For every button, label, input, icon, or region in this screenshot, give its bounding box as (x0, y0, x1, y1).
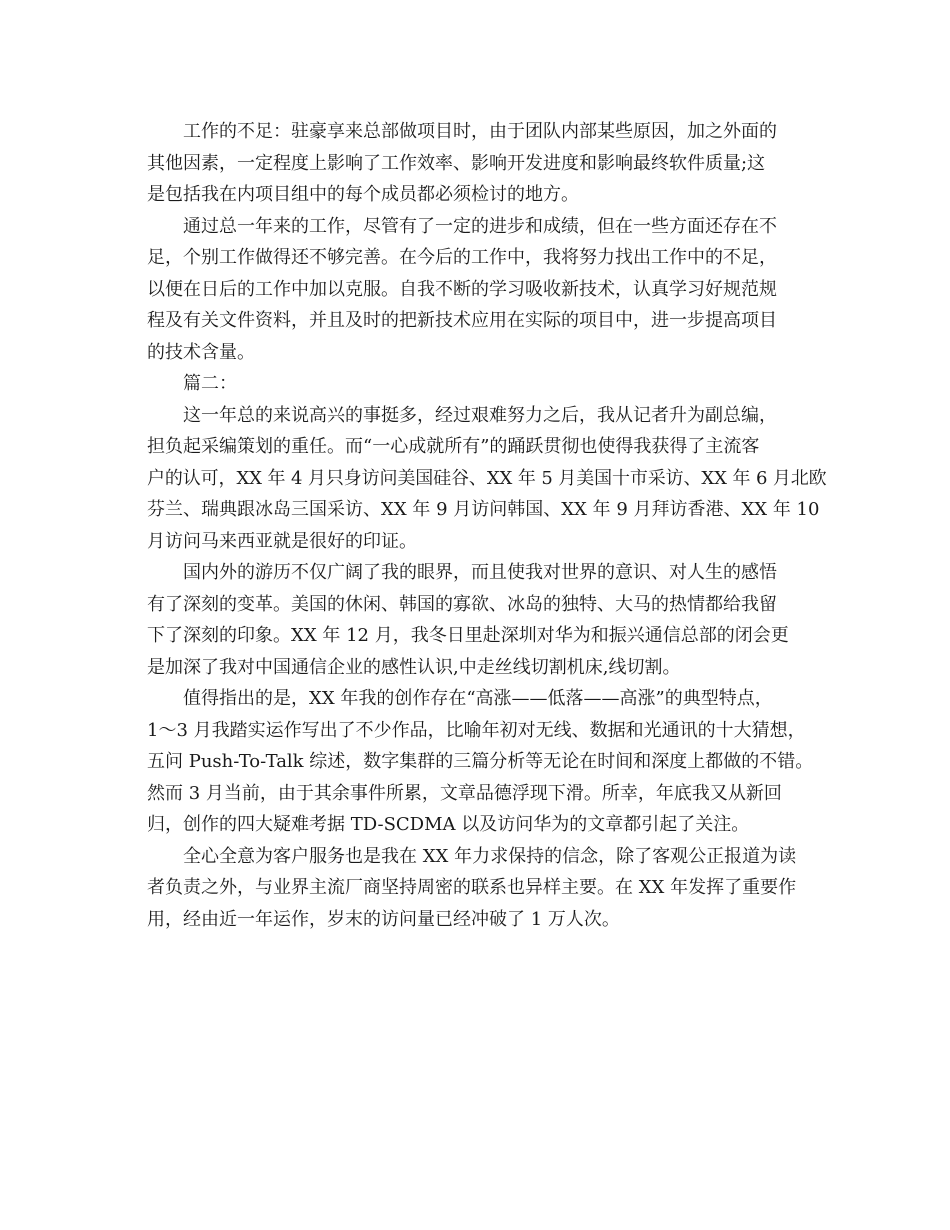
text-line: 是包括我在内项目组中的每个成员都必须检讨的地方。 (147, 184, 579, 205)
text-line: 的技术含量。 (147, 341, 255, 363)
text-line: 工作的不足：驻豪享来总部做项目时，由于团队内部某些原因，加之外面的 (183, 121, 777, 142)
text-line: 通过总一年来的工作，尽管有了一定的进步和成绩，但在一些方面还存在不 (183, 215, 777, 237)
text-line: 下了深刻的印象。XX 年 12 月，我冬日里赴深圳对华为和振兴通信总部的闭会更 (147, 625, 789, 646)
text-line: 芬兰、瑞典跟冰岛三国采访、XX 年 9 月访问韩国、XX 年 9 月拜访香港、XX 年 10 (147, 499, 820, 520)
text-line: 是加深了我对中国通信企业的感性认识,中走丝线切割机床,线切割。 (147, 656, 681, 678)
text-line: 有了深刻的变革。美国的休闲、韩国的寡欲、冰岛的独特、大马的热情都给我留 (147, 593, 777, 615)
text-line: 归，创作的四大疑难考据 TD-SCDMA 以及访问华为的文章都引起了关注。 (147, 814, 750, 835)
text-line: 这一年总的来说高兴的事挺多，经过艰难努力之后，我从记者升为副总编， (183, 404, 777, 426)
text-line: 全心全意为客户服务也是我在 XX 年力求保持的信念，除了客观公正报道为读 (183, 845, 797, 867)
text-line: 五问 Push-To-Talk 综述，数字集群的三篇分析等无论在时间和深度上都做的不错。 (147, 751, 814, 772)
document-body (147, 116, 827, 935)
text-line: 用，经由近一年运作，岁末的访问量已经冲破了 1 万人次。 (147, 908, 620, 930)
text-line: 篇二： (183, 373, 237, 394)
text-line: 值得指出的是，XX 年我的创作存在“高涨——低落——高涨”的典型特点， (183, 688, 773, 709)
text-line: 其他因素，一定程度上影响了工作效率、影响开发进度和影响最终软件质量;这 (147, 152, 766, 174)
text-line: 以便在日后的工作中加以克服。自我不断的学习吸收新技术，认真学习好规范规 (147, 278, 777, 300)
text-line: 月访问马来西亚就是很好的印证。 (147, 530, 417, 552)
text-line: 户的认可，XX 年 4 月只身访问美国硅谷、XX 年 5 月美国十市采访、XX 年 6 月北欧 (147, 467, 827, 489)
text-line: 程及有关文件资料，并且及时的把新技术应用在实际的项目中，进一步提高项目 (147, 310, 777, 331)
text-line: 担负起采编策划的重任。而“一心成就所有”的踊跃贯彻也使得我获得了主流客 (147, 436, 760, 457)
text-line: 1～3 月我踏实运作写出了不少作品，比喻年初对无线、数据和光通讯的十大猜想， (147, 719, 806, 741)
text-line: 国内外的游历不仅广阔了我的眼界，而且使我对世界的意识、对人生的感悟 (183, 562, 777, 583)
text-line: 然而 3 月当前，由于其余事件所累，文章品德浮现下滑。所幸，年底我又从新回 (147, 782, 782, 804)
text-line: 者负责之外，与业界主流厂商坚持周密的联系也异样主要。在 XX 年发挥了重要作 (147, 877, 797, 898)
text-line: 足，个别工作做得还不够完善。在今后的工作中，我将努力找出工作中的不足， (147, 247, 777, 268)
